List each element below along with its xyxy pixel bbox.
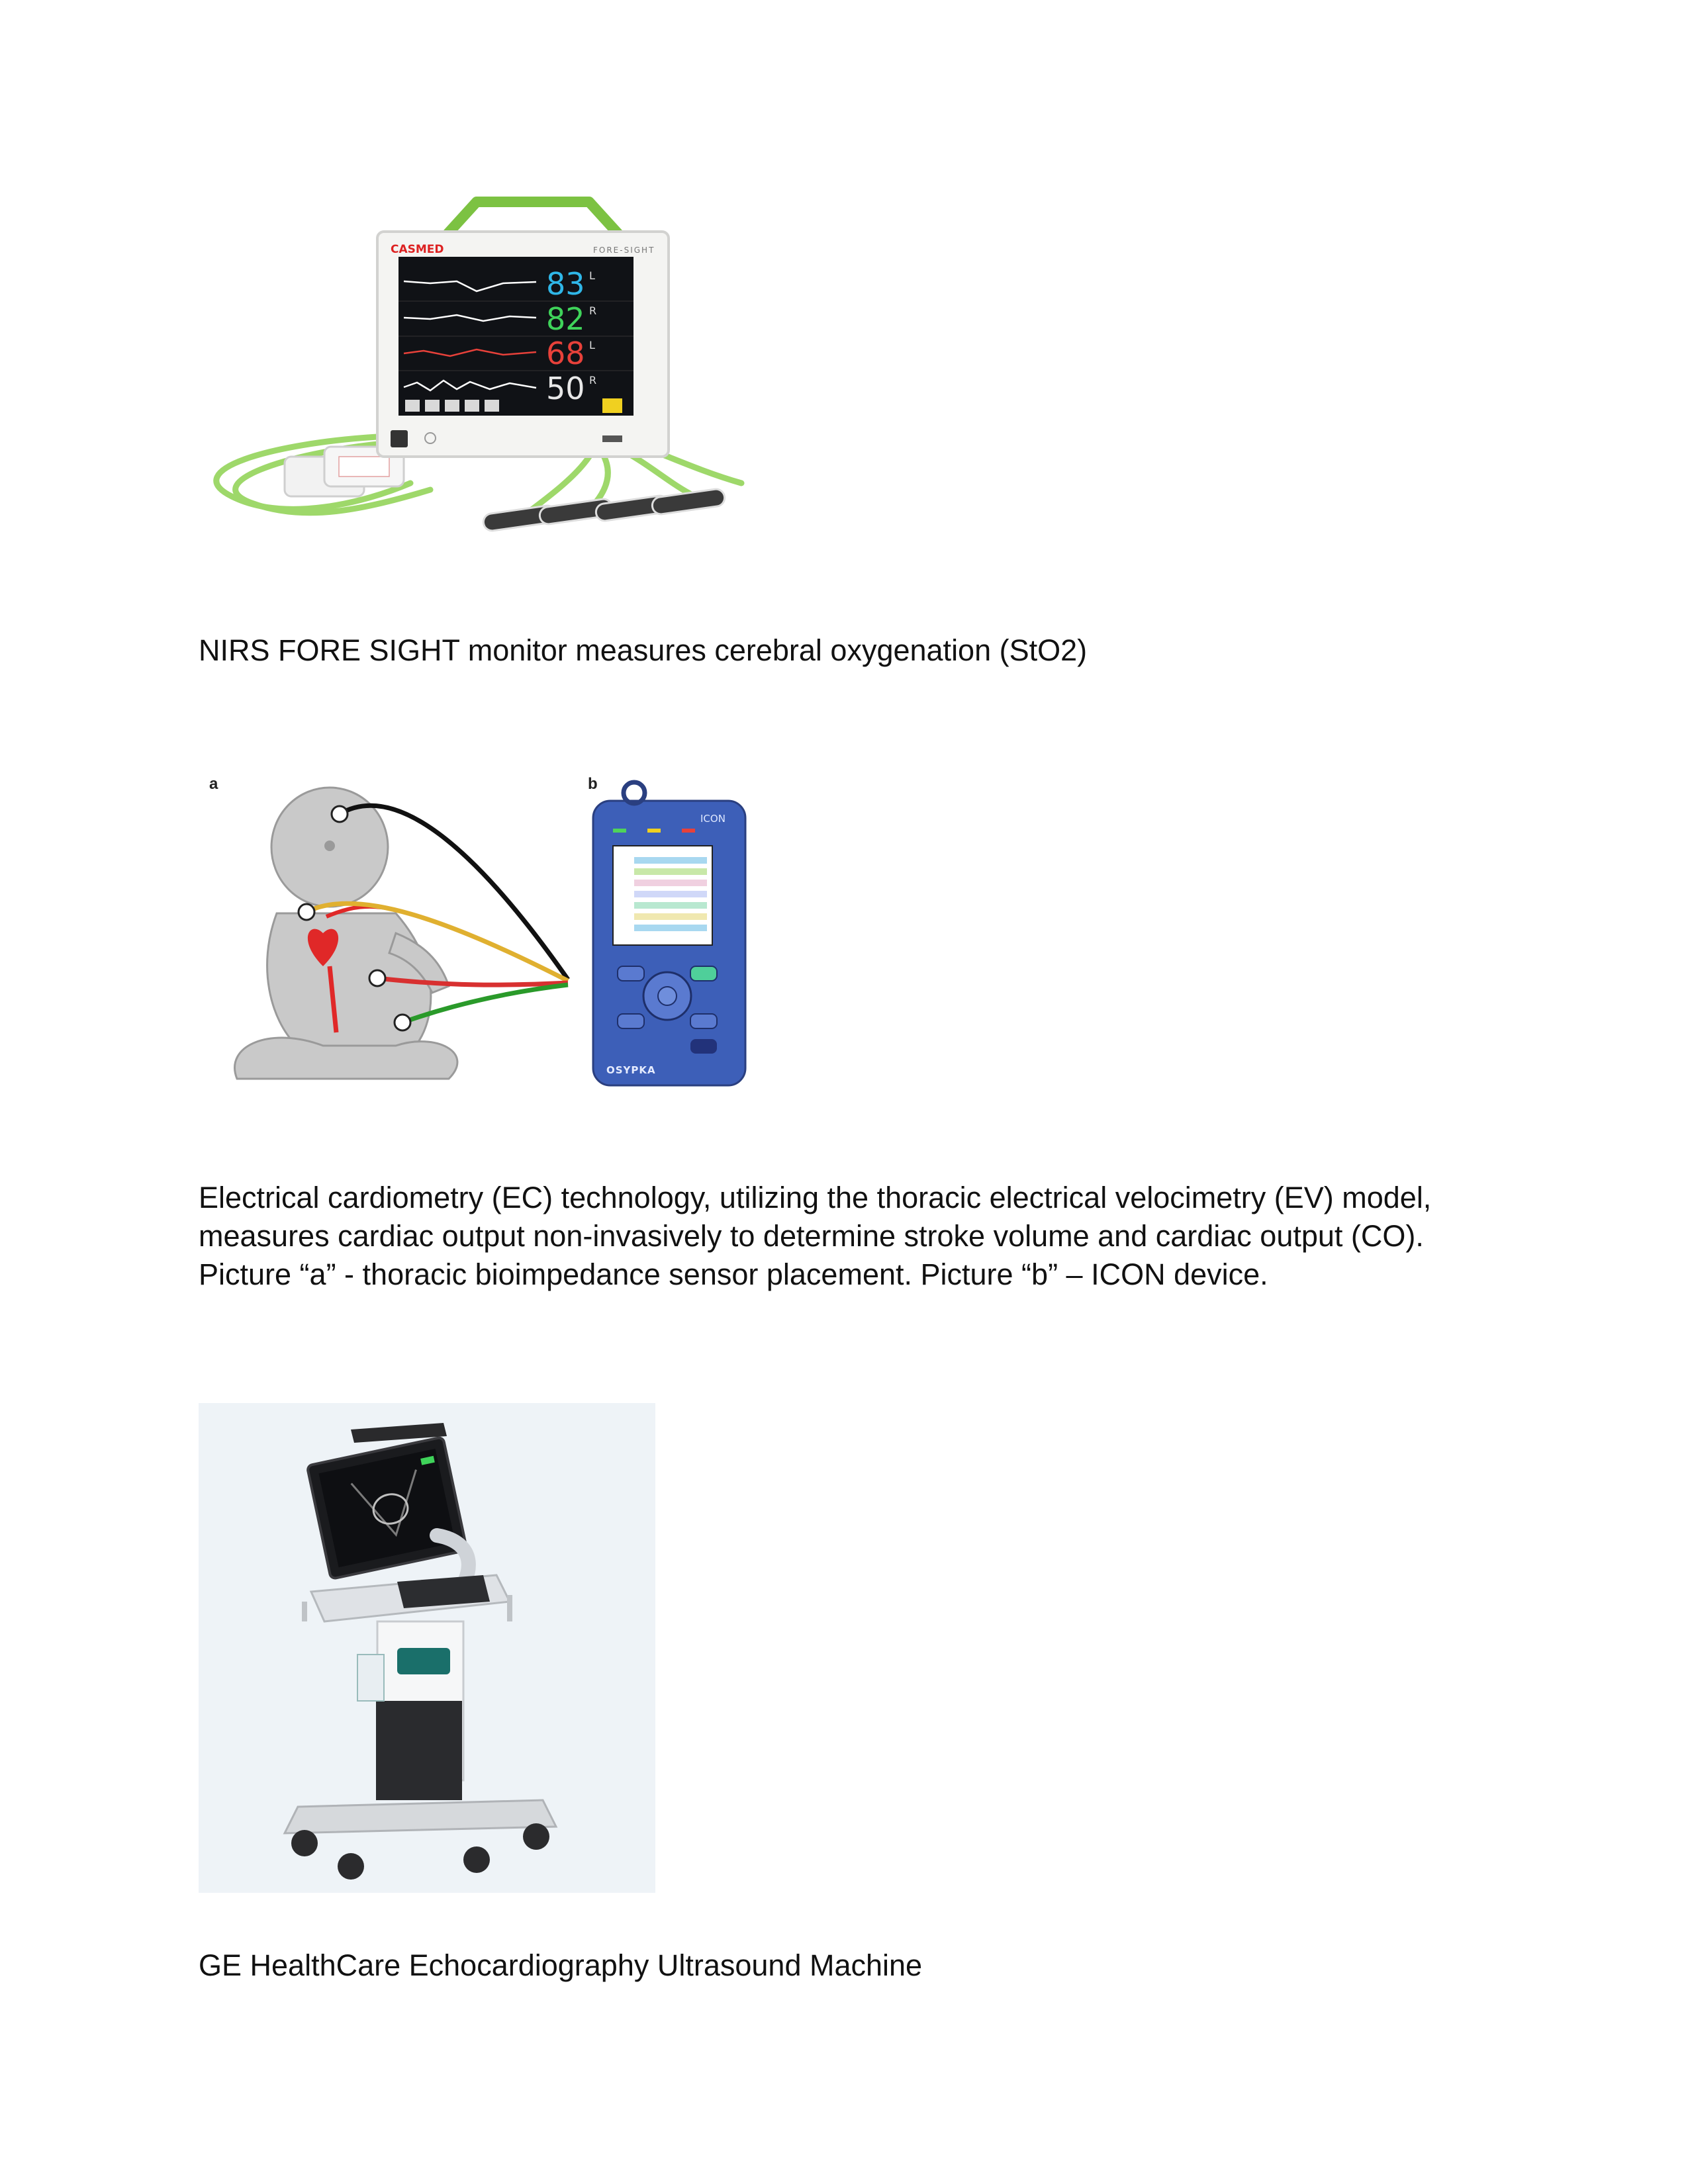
figure-label-b: b (588, 775, 598, 793)
channel-3-value: 68 (546, 336, 585, 371)
figure-label-a: a (209, 775, 218, 793)
electrical-cardiometry-image (197, 768, 767, 1099)
channel-4-side: R (589, 374, 597, 387)
caption-fore-sight: NIRS FORE SIGHT monitor measures cerebral oxygenation (StO2) (199, 633, 1088, 667)
channel-3-side: L (589, 339, 595, 351)
channel-2-value: 82 (546, 301, 585, 337)
caption-ultrasound: GE HealthCare Echocardiography Ultrasound Machine (199, 1948, 923, 1982)
channel-1-side: L (589, 269, 595, 282)
caption-ec-line-2: measures cardiac output non-invasively to determine stroke volume and cardiac output (CO). (199, 1219, 1424, 1253)
channel-4-value: 50 (546, 371, 585, 406)
icon-device-brand: OSYPKA (606, 1064, 656, 1076)
ultrasound-machine-image (199, 1403, 655, 1893)
fore-sight-monitor-image (192, 192, 821, 559)
channel-1-value: 83 (546, 266, 585, 302)
caption-ec-line-1: Electrical cardiometry (EC) technology, utilizing the thoracic electrical velocimetry (EV) model, (199, 1181, 1432, 1214)
caption-ec-line-3: Picture “a” - thoracic bioimpedance sensor placement. Picture “b” – ICON device. (199, 1257, 1268, 1291)
icon-device-name: ICON (700, 813, 726, 825)
model-label: FORE-SIGHT (593, 246, 655, 255)
brand-logo: CASMED (391, 243, 444, 256)
channel-2-side: R (589, 304, 597, 317)
